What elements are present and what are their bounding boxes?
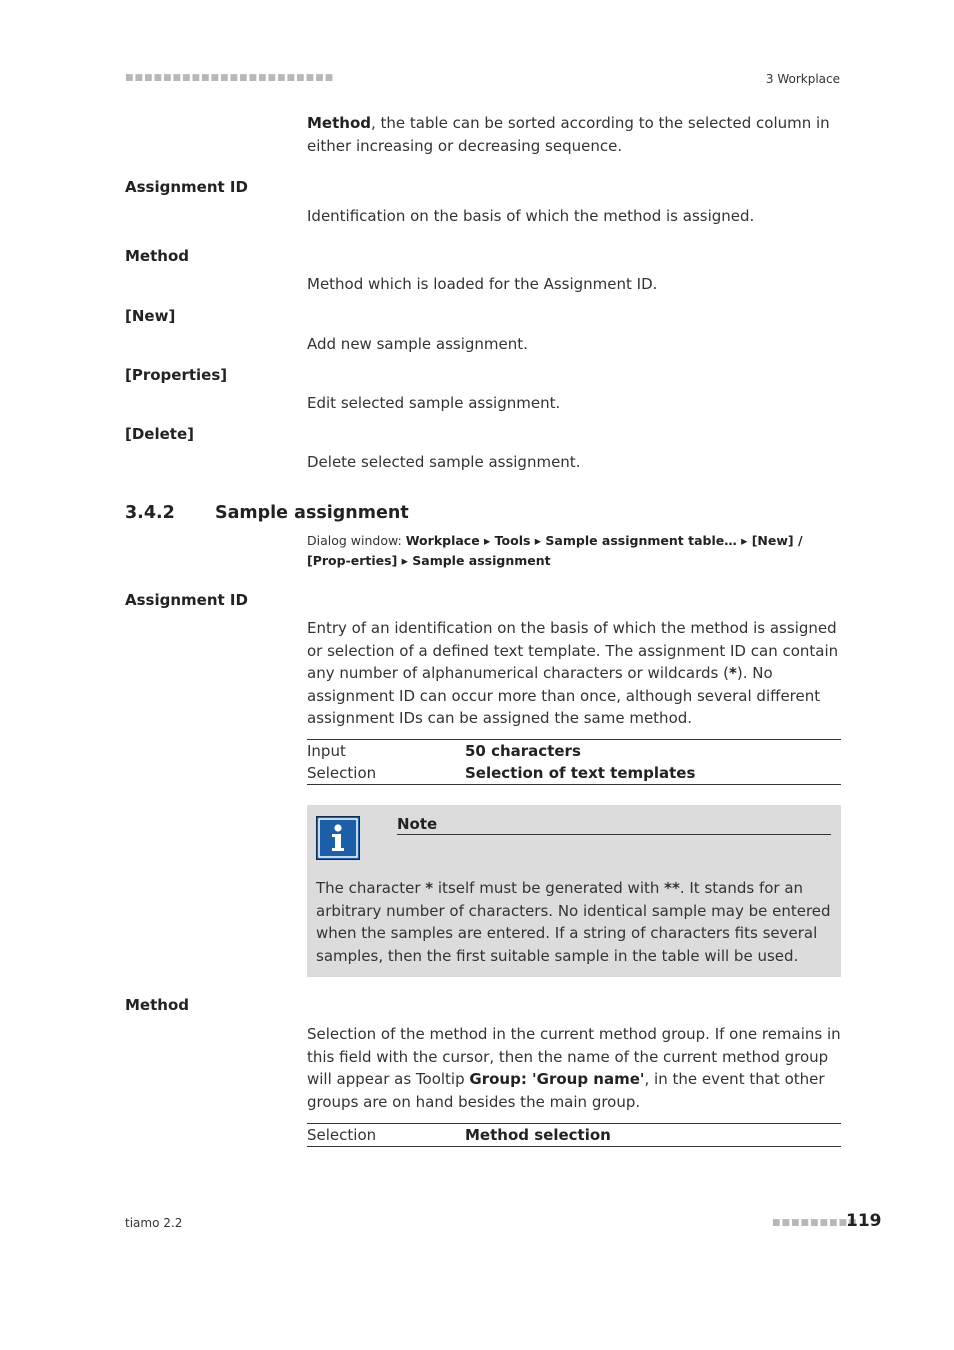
param-key: Input xyxy=(307,742,346,760)
term-assignment-id-2: Assignment ID xyxy=(125,591,248,609)
note-box xyxy=(307,805,841,977)
desc-assignment-id: Identification on the basis of which the method is assigned. xyxy=(307,207,755,225)
header-decoration: ■■■■■■■■■■■■■■■■■■■■■■ xyxy=(125,73,335,83)
desc-method: Method which is loaded for the Assignment ID. xyxy=(307,275,658,293)
page-number: 119 xyxy=(846,1211,882,1231)
param-value: Selection of text templates xyxy=(465,764,696,782)
term-delete: [Delete] xyxy=(125,425,194,443)
term-new: [New] xyxy=(125,307,176,325)
note-text-3: . It stands for an arbitrary number of characters. No identical sample may be entered when the samples are entered. If a string of characters fits several samples, then the first suitable sample in the table will be used. xyxy=(316,879,831,965)
desc-properties: Edit selected sample assignment. xyxy=(307,394,561,412)
method-desc-2: , in the event that other groups are on hand besides the main group. xyxy=(307,1070,825,1111)
param-table-assignment-id xyxy=(307,739,841,785)
desc-delete: Delete selected sample assignment. xyxy=(307,453,581,471)
desc-part-2: ). No assignment ID can occur more than once, although several different assignment IDs can be assigned the same method. xyxy=(307,664,821,727)
note-text-1: The character xyxy=(316,879,426,897)
intro-paragraph xyxy=(307,112,841,157)
intro-bold: Method xyxy=(307,114,371,132)
param-table-method xyxy=(307,1123,841,1147)
desc-part-1: Entry of an identification on the basis of which the method is assigned or selection of a defined text template. The assignment ID can contain any number of alphanumerical characters or wildcards ( xyxy=(307,619,839,682)
term-assignment-id: Assignment ID xyxy=(125,178,248,196)
info-icon xyxy=(316,816,360,860)
method-desc-bold: Group: 'Group name' xyxy=(469,1070,645,1088)
desc-method-2 xyxy=(307,1023,841,1113)
param-row xyxy=(307,740,841,762)
term-method: Method xyxy=(125,247,189,265)
desc-assignment-id-2 xyxy=(307,617,841,730)
param-key: Selection xyxy=(307,764,377,782)
param-value: 50 characters xyxy=(465,742,581,760)
dialog-path xyxy=(307,531,841,571)
note-text-2: itself must be generated with xyxy=(433,879,665,897)
section-heading xyxy=(125,503,409,523)
note-star: * xyxy=(425,879,434,897)
desc-star: * xyxy=(728,664,737,682)
chapter-heading: 3 Workplace xyxy=(765,72,840,86)
note-double-star: ** xyxy=(664,879,680,897)
dialog-prefix: Dialog window: xyxy=(307,533,406,548)
dialog-path-text: Workplace ▸ Tools ▸ Sample assignment table… ▸ [New] / [Prop-erties] ▸ Sample assignment xyxy=(307,533,803,568)
footer-product: tiamo 2.2 xyxy=(125,1216,183,1230)
intro-text: , the table can be sorted according to the selected column in either increasing or decreasing sequence. xyxy=(307,114,830,155)
method-desc-1: Selection of the method in the current method group. If one remains in this field with the cursor, then the name of the current method group will appear as Tooltip xyxy=(307,1025,841,1088)
note-title: Note xyxy=(397,815,831,835)
param-row xyxy=(307,1124,841,1146)
param-value: Method selection xyxy=(465,1126,611,1144)
param-row xyxy=(307,762,841,784)
desc-new: Add new sample assignment. xyxy=(307,335,528,353)
footer-decoration: ■■■■■■■■■ xyxy=(772,1218,858,1228)
term-properties: [Properties] xyxy=(125,366,228,384)
param-key: Selection xyxy=(307,1126,377,1144)
note-text xyxy=(316,877,836,967)
section-number: 3.4.2 xyxy=(125,503,175,523)
section-title: Sample assignment xyxy=(215,503,409,523)
term-method-2: Method xyxy=(125,996,189,1014)
